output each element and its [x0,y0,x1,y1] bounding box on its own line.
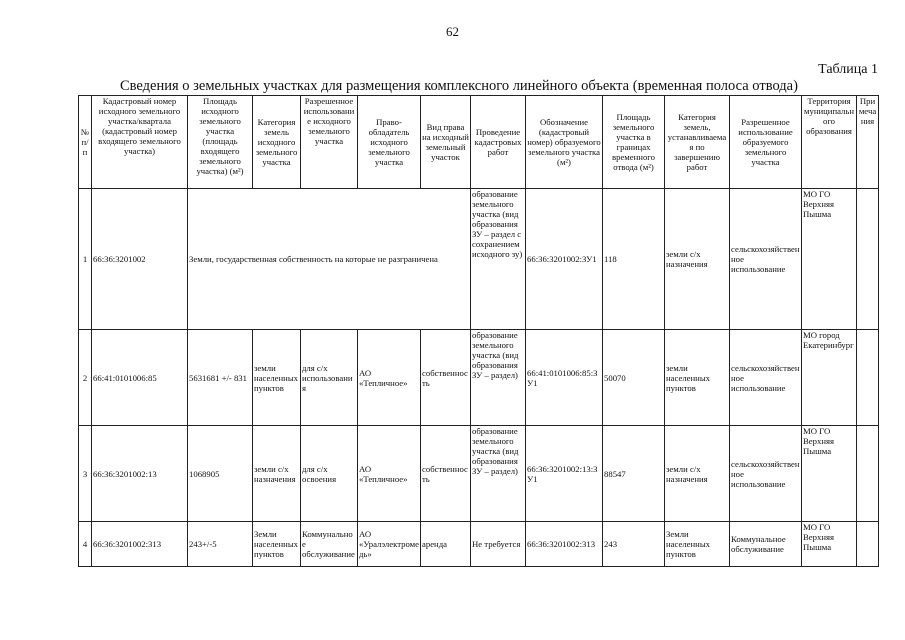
cadastral-works: образование земельного участка (вид образования ЗУ – раздел) [471,330,526,426]
owner: АО «Тепличное» [358,426,421,522]
source-area: 243+/-5 [188,522,253,567]
allotment-area: 243 [603,522,665,567]
land-category: Земли населенных пунктов [665,522,730,567]
source-category: земли с/х назначения [253,426,301,522]
cadastral-number: 66:36:3201002:313 [92,522,188,567]
header-cell: Категория земель исходного земельного участка [253,96,301,189]
owner: АО «Тепличное» [358,330,421,426]
allotment-area: 88547 [603,426,665,522]
source-category: Земли населенных пунктов [253,522,301,567]
cadastral-number: 66:36:3201002:13 [92,426,188,522]
territory: МО город Екатеринбург [802,330,857,426]
permitted-use: сельскохозяйственное использование [730,330,802,426]
table-title: Сведения о земельных участках для размещения комплексного линейного объекта (временная полоса отвода) [120,78,798,94]
header-row [79,96,879,189]
territory: МО ГО Верхняя Пышма [802,189,857,330]
note [857,522,879,567]
note [857,426,879,522]
header-cell: Разрешенное использование образуемого земельного участка [730,96,802,189]
allotment-area: 50070 [603,330,665,426]
owner: АО «Уралэлектромедь» [358,522,421,567]
land-plots-table [78,95,879,567]
source-area: 1068905 [188,426,253,522]
header-cell: Площадь земельного участка в границах временного отвода (м²) [603,96,665,189]
row-number: 4 [79,522,92,567]
header-cell: Обозначение (кадастровый номер) образуемого земельного участка (м²) [526,96,603,189]
source-use: для с/х освоения [301,426,358,522]
table-row [79,426,879,522]
header-cell: Примечания [857,96,879,189]
designation: 66:36:3201002:13:ЗУ1 [526,426,603,522]
cadastral-works: Не требуется [471,522,526,567]
allotment-area: 118 [603,189,665,330]
source-use: для с/х использования [301,330,358,426]
cadastral-number: 66:41:0101006:85 [92,330,188,426]
merged-note: Земли, государственная собственность на которые не разграничена [188,189,471,330]
designation: 66:36:3201002:ЗУ1 [526,189,603,330]
right-type: собственность [421,426,471,522]
permitted-use: сельскохозяйственное использование [730,426,802,522]
row-number: 2 [79,330,92,426]
header-cell: Категория земель, устанавливаемая по завершению работ [665,96,730,189]
permitted-use: сельскохозяйственное использование [730,189,802,330]
land-category: земли с/х назначения [665,426,730,522]
cadastral-works: образование земельного участка (вид образования ЗУ – раздел с сохранением исходного зу) [471,189,526,330]
header-cell: Кадастровый номер исходного земельного участка/квартала (кадастровый номер входящего земельного участка) [92,96,188,189]
table-row [79,189,879,330]
row-number: 1 [79,189,92,330]
right-type: собственность [421,330,471,426]
designation: 66:41:0101006:85:ЗУ1 [526,330,603,426]
note [857,189,879,330]
note [857,330,879,426]
designation: 66:36:3201002:313 [526,522,603,567]
territory: МО ГО Верхняя Пышма [802,522,857,567]
table-label: Таблица 1 [818,62,878,77]
table-row [79,330,879,426]
cadastral-works: образование земельного участка (вид образования ЗУ – раздел) [471,426,526,522]
header-cell: № п/п [79,96,92,189]
cadastral-number: 66:36:3201002 [92,189,188,330]
territory: МО ГО Верхняя Пышма [802,426,857,522]
permitted-use: Коммунальное обслуживание [730,522,802,567]
page-number: 62 [446,24,459,39]
header-cell: Проведение кадастровых работ [471,96,526,189]
right-type: аренда [421,522,471,567]
land-category: земли с/х назначения [665,189,730,330]
source-area: 5631681 +/- 831 [188,330,253,426]
header-cell: Вид права на исходный земельный участок [421,96,471,189]
source-category: земли населенных пунктов [253,330,301,426]
header-cell: Право-обладатель исходного земельного участка [358,96,421,189]
row-number: 3 [79,426,92,522]
land-category: земли населенных пунктов [665,330,730,426]
header-cell: Разрешенное использование исходного земельного участка [301,96,358,189]
table-row [79,522,879,567]
source-use: Коммунальное обслуживание [301,522,358,567]
header-cell: Территория муниципального образования [802,96,857,189]
header-cell: Площадь исходного земельного участка (площадь входящего земельного участка) (м²) [188,96,253,189]
